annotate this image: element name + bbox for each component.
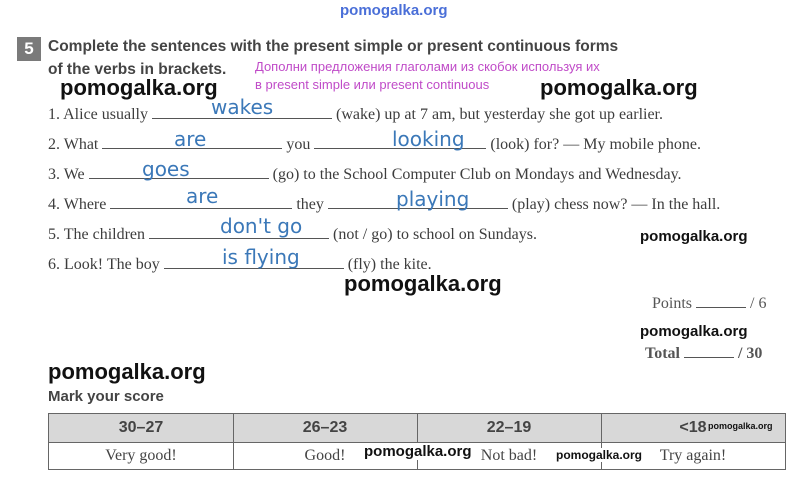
score-range-cell: <18	[679, 419, 707, 436]
sentence-number: 4.	[48, 196, 60, 213]
score-range-cell: 22–19	[417, 414, 602, 442]
russian-instruction-2: в present simple или present continuous	[255, 77, 490, 92]
points-row	[652, 293, 766, 313]
sentence-text: (not / go) to school on Sundays.	[333, 226, 538, 243]
watermark: pomogalka.org	[344, 271, 502, 296]
sentence-text: (go) to the School Computer Club on Mondays and Wednesday.	[272, 166, 682, 183]
top-watermark: pomogalka.org	[340, 2, 448, 19]
answer-text: is flying	[222, 245, 300, 269]
sentence-4	[48, 194, 720, 214]
sentence-text: they	[296, 196, 324, 213]
sentence-number: 3.	[48, 166, 60, 183]
mark-your-score-label: Mark your score	[48, 388, 164, 405]
total-label: Total	[645, 345, 680, 362]
russian-instruction-1: Дополни предложения глаголами из скобок используя их	[255, 59, 600, 74]
sentence-2	[48, 134, 701, 154]
watermark: pomogalka.org	[556, 448, 643, 462]
score-range-cell: 26–23	[233, 414, 418, 442]
points-label: Points	[652, 295, 693, 312]
total-max: / 30	[737, 345, 763, 362]
score-label-cell: Very good!	[49, 443, 234, 469]
exercise-number: 5	[17, 37, 41, 61]
answer-text: are	[186, 184, 219, 208]
watermark: pomogalka.org	[540, 75, 698, 100]
points-max: / 6	[750, 295, 767, 312]
answer-text: playing	[396, 187, 470, 211]
sentence-text: you	[286, 136, 311, 153]
answer-text: goes	[142, 157, 190, 181]
sentence-text: Where	[63, 196, 107, 213]
sentence-text: (wake) up at 7 am, but yesterday she got up earlier.	[336, 106, 663, 123]
watermark: pomogalka.org	[364, 443, 472, 460]
sentence-text: (look) for? — My mobile phone.	[490, 136, 701, 153]
sentence-number: 6.	[48, 256, 60, 273]
watermark: pomogalka.org	[60, 75, 218, 100]
answer-text: looking	[392, 127, 465, 151]
answer-text: are	[174, 127, 207, 151]
sentence-text: What	[63, 136, 99, 153]
points-blank[interactable]	[696, 293, 746, 308]
total-row	[645, 343, 762, 363]
sentence-text: We	[63, 166, 85, 183]
sentence-number: 1.	[48, 106, 60, 123]
score-table	[48, 413, 786, 470]
sentence-text: (play) chess now? — In the hall.	[511, 196, 721, 213]
answer-text: wakes	[211, 95, 274, 119]
total-blank[interactable]	[684, 343, 734, 358]
sentence-text: Alice usually	[63, 106, 148, 123]
score-label-cell: Try again!	[659, 447, 727, 464]
score-label-cell: Good!	[233, 443, 418, 469]
sentence-number: 2.	[48, 136, 60, 153]
score-range-cell: 30–27	[49, 414, 234, 442]
instruction-line-1: Complete the sentences with the present simple or present continuous forms	[48, 38, 619, 55]
sentence-text: (fly) the kite.	[347, 256, 432, 273]
watermark: pomogalka.org	[708, 421, 773, 431]
sentence-text: Look! The boy	[64, 256, 160, 273]
sentence-1	[48, 104, 663, 124]
sentence-text: The children	[63, 226, 146, 243]
sentence-number: 5.	[48, 226, 60, 243]
answer-text: don't go	[220, 214, 303, 238]
score-label-cell: Not bad!	[417, 443, 602, 469]
watermark: pomogalka.org	[48, 359, 206, 384]
score-table-header-row	[49, 414, 785, 443]
watermark: pomogalka.org	[640, 323, 748, 340]
instruction-line-2: of the verbs in brackets.	[48, 61, 227, 78]
watermark: pomogalka.org	[640, 228, 748, 245]
